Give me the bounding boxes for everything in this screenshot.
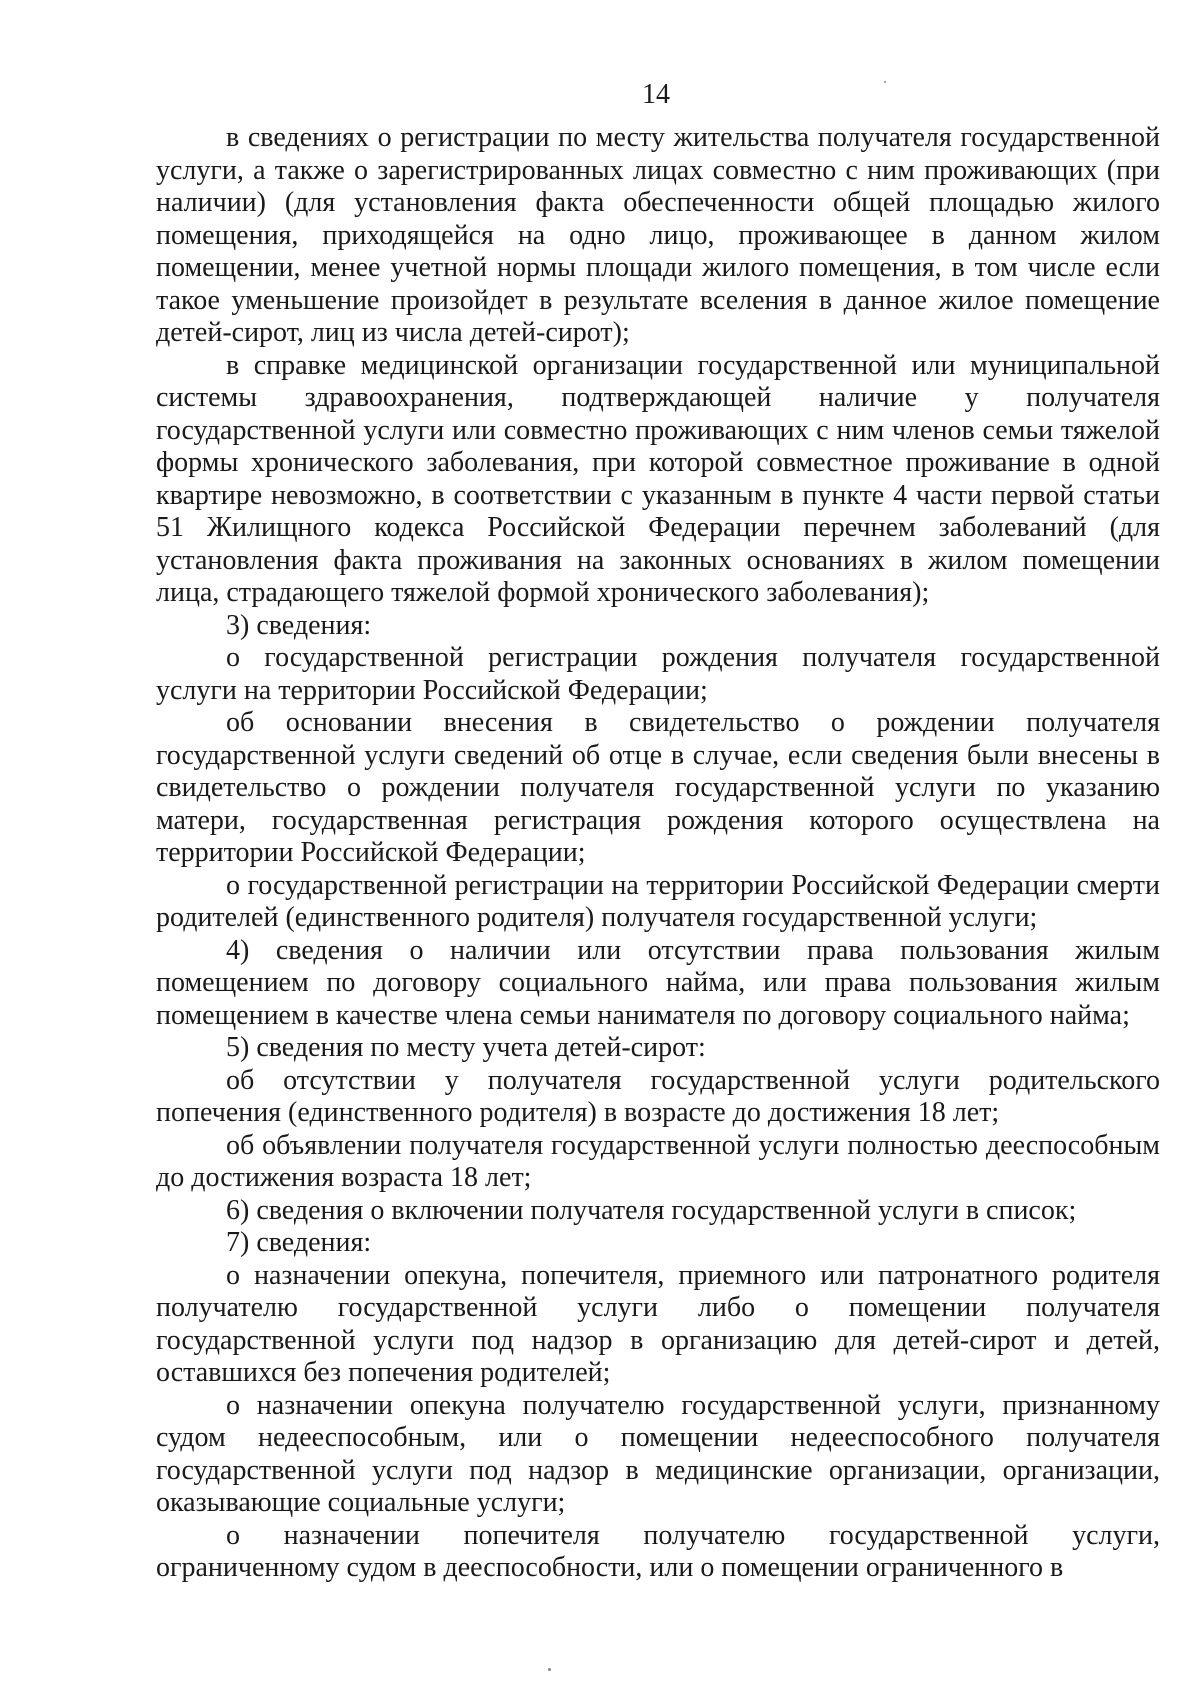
paragraph: о назначении опекуна, попечителя, приемного или патронатного родителя получателю государственной услуги либо о помещении получателя государственной услуги под надзор в организацию для детей-сирот и детей, оставшихся без попечения родителей; (156, 1259, 1160, 1388)
paragraph: о назначении попечителя получателю государственной услуги, ограниченному судом в дееспособности, или о помещении ограниченного в (156, 1519, 1160, 1583)
paragraph: о назначении опекуна получателю государственной услуги, признанному судом недееспособным, или о помещении недееспособного получателя государственной услуги под надзор в медицинские организации, организации, оказывающие социальные услуги; (156, 1389, 1160, 1518)
paragraph: об отсутствии у получателя государственной услуги родительского попечения (единственного родителя) в возрасте до достижения 18 лет; (156, 1064, 1160, 1128)
paragraph: о государственной регистрации на территории Российской Федерации смерти родителей (единственного родителя) получателя государственной услуги; (156, 869, 1160, 933)
page-number: 14 (642, 79, 670, 110)
paragraph: в справке медицинской организации государственной или муниципальной системы здравоохранения, подтверждающей наличие у получателя государственной услуги или совместно проживающих с ним членов семьи тяжелой формы хронического заболевания, при которой совместное проживание в одной квартире невозможно, в соответствии с указанным в пункте 4 части первой статьи 51 Жилищного кодекса Российской Федерации перечнем заболеваний (для установления факта проживания на законных основаниях в жилом помещении лица, страдающего тяжелой формой хронического заболевания); (156, 349, 1160, 608)
paragraph: в сведениях о регистрации по месту жительства получателя государственной услуги, а также о зарегистрированных лицах совместно с ним проживающих (при наличии) (для установления факта обеспеченности общей площадью жилого помещения, приходящейся на одно лицо, проживающее в данном жилом помещении, менее учетной нормы площади жилого помещения, в том числе если такое уменьшение произойдет в результате вселения в данное жилое помещение детей-сирот, лиц из числа детей-сирот); (156, 122, 1160, 348)
paragraph: 3) сведения: (226, 609, 372, 641)
paragraph: об основании внесения в свидетельство о рождении получателя государственной услуги сведений об отце в случае, если сведения были внесены в свидетельство о рождении получателя государственной услуги по указанию матери, государственная регистрация рождения которого осуществлена на территории Российской Федерации; (156, 707, 1160, 868)
paragraph: 6) сведения о включении получателя государственной услуги в список; (226, 1194, 1077, 1226)
paragraph: 4) сведения о наличии или отсутствии права пользования жилым помещением по договору социального найма, или права пользования жилым помещением в качестве члена семьи нанимателя по договору социального найма; (156, 934, 1160, 1031)
paragraph: 5) сведения по месту учета детей-сирот: (226, 1032, 706, 1063)
paragraph: о государственной регистрации рождения получателя государственной услуги на территории Российской Федерации; (156, 642, 1160, 706)
paragraph: об объявлении получателя государственной услуги полностью дееспособным до достижения возраста 18 лет; (156, 1129, 1160, 1193)
scan-speck (548, 1668, 551, 1671)
document-body (156, 122, 1160, 1585)
scan-speck (884, 81, 886, 83)
paragraph: 7) сведения: (226, 1227, 372, 1258)
